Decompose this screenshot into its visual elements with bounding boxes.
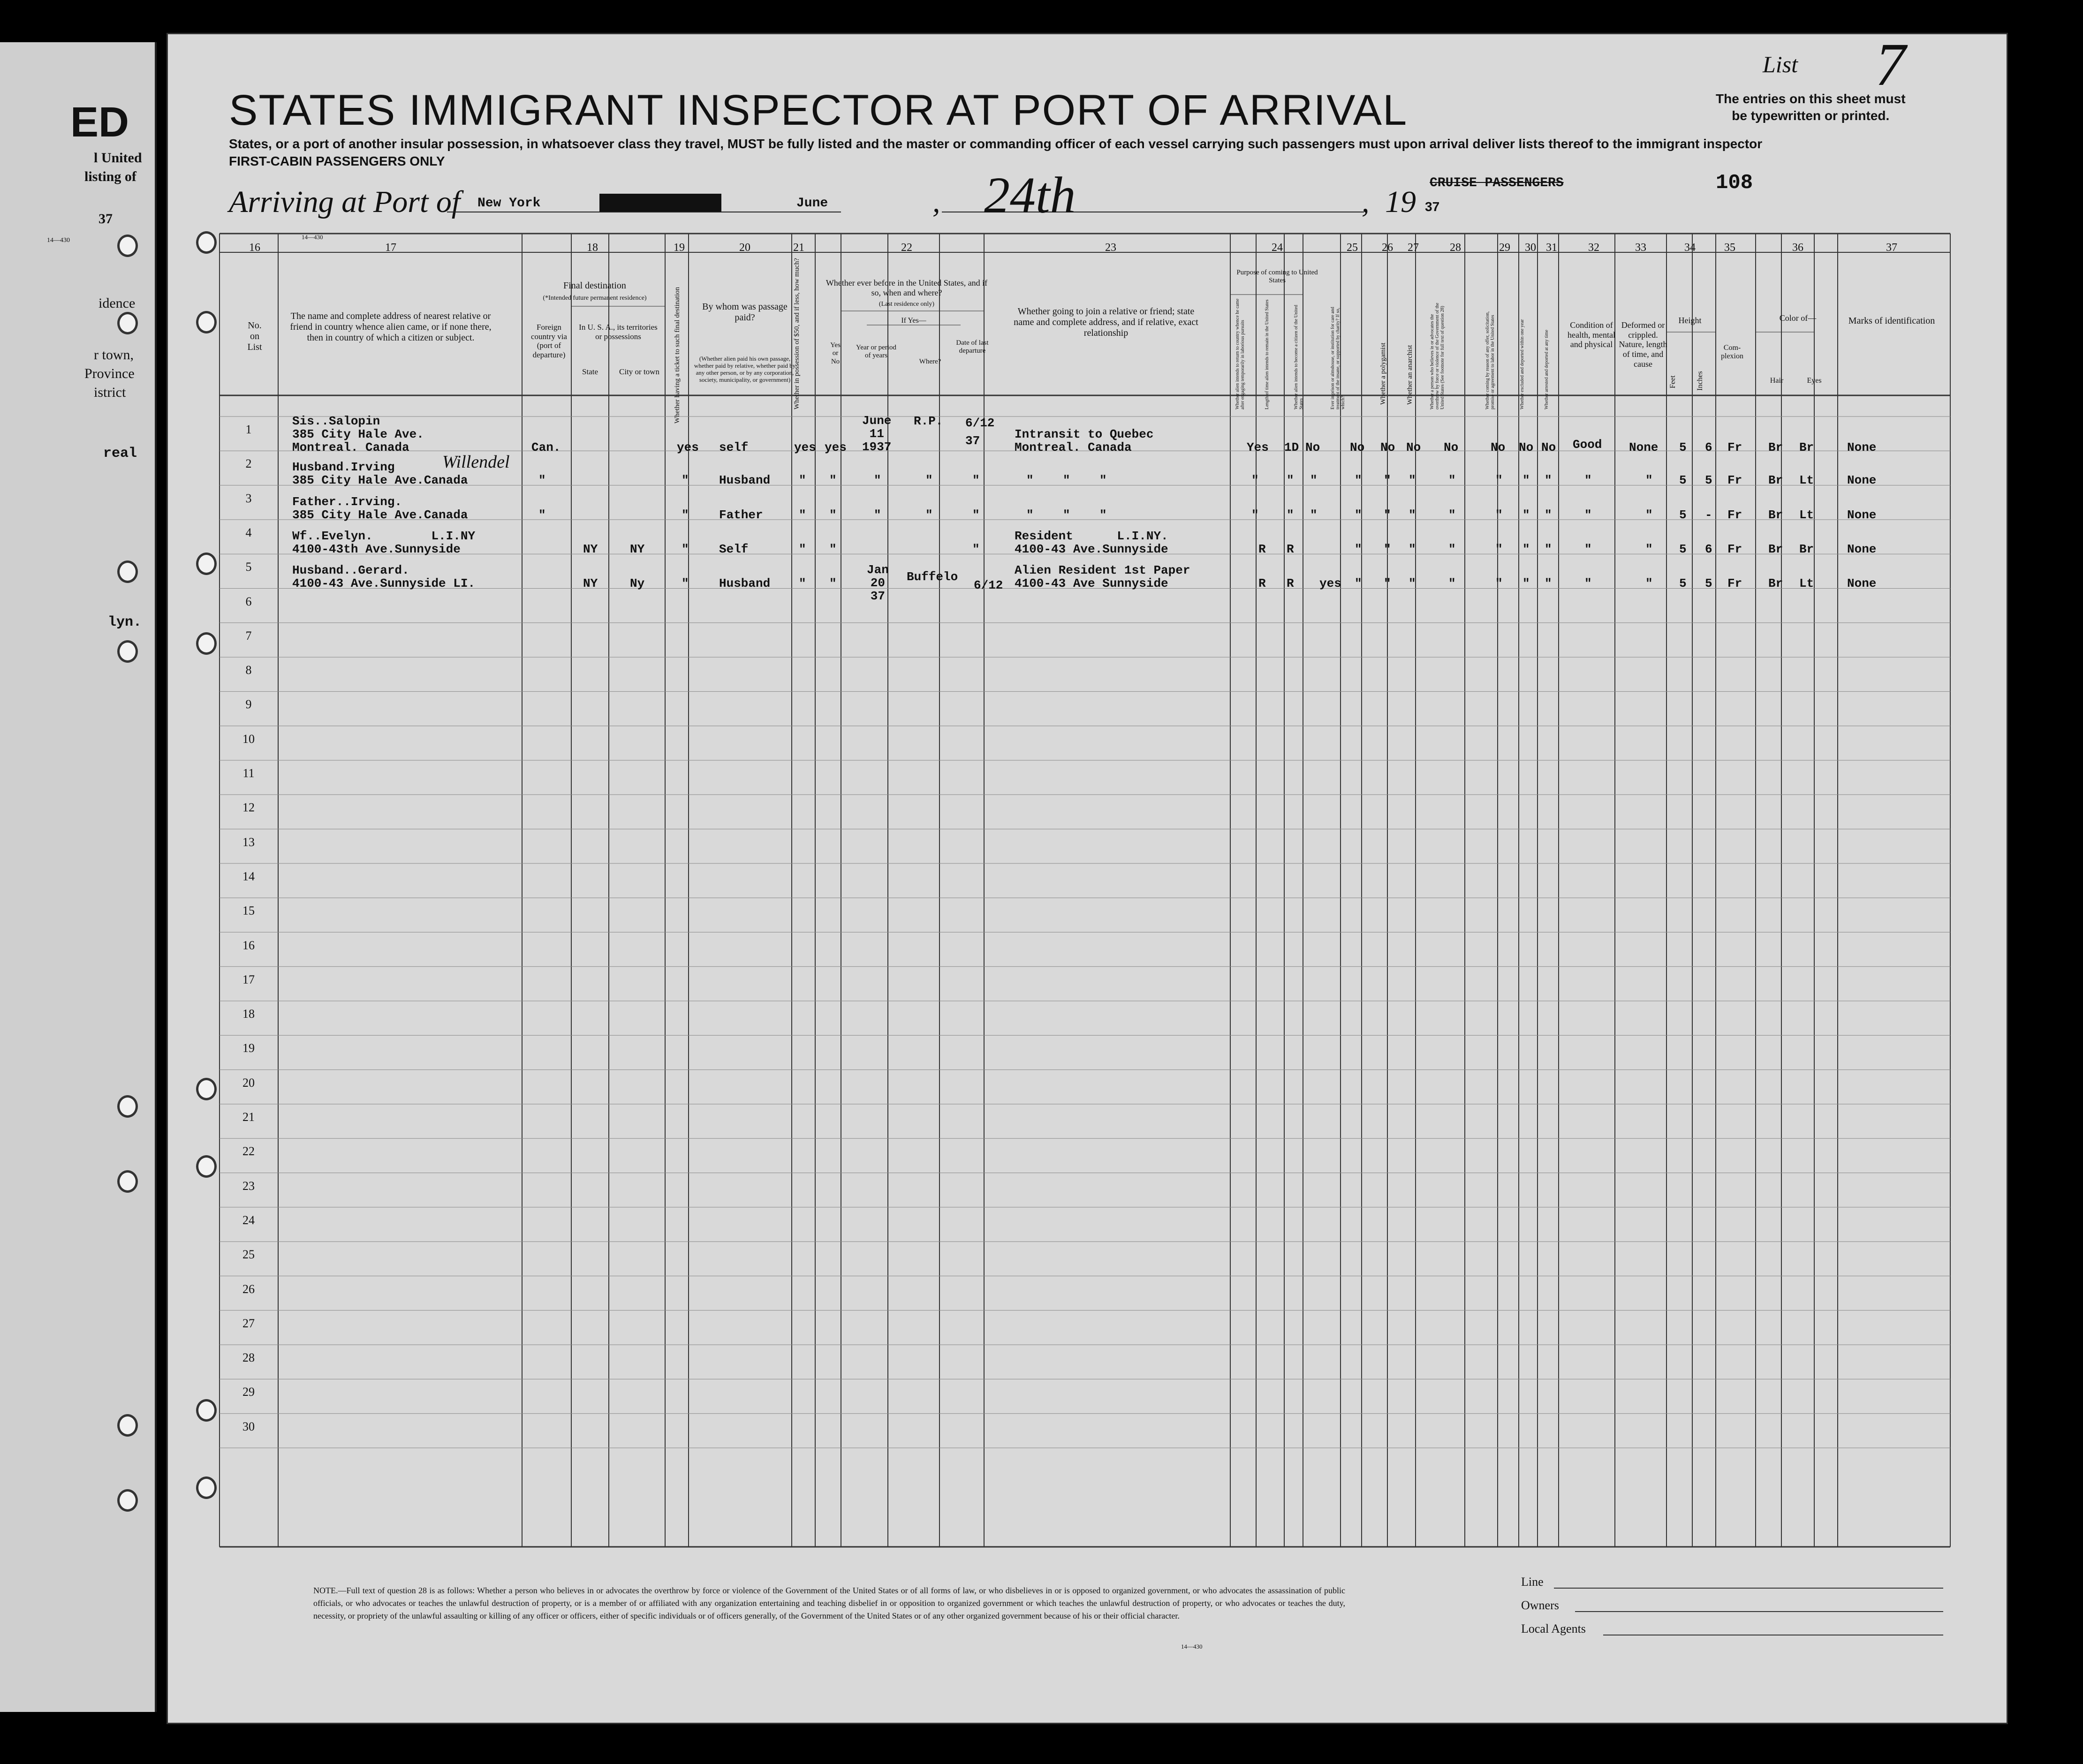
column-number: 36 <box>1792 242 1803 254</box>
cell-polygamist: " <box>1384 473 1391 487</box>
cell-purpose-c: yes <box>1319 576 1341 591</box>
header-final-destination: Final destination <box>563 280 626 291</box>
cell-q31: " <box>1545 576 1552 591</box>
cell-prison: No <box>1350 440 1365 454</box>
header-color-of: Color of— <box>1779 313 1817 323</box>
cell-address: 385 City Hale Ave.Canada <box>292 508 468 522</box>
cell-departure: 6/12 <box>974 578 1003 592</box>
cell-year: June 11 1937 <box>862 414 892 454</box>
row-number: 25 <box>242 1248 255 1262</box>
cell-year: Jan 20 37 <box>867 563 889 603</box>
cell-anarchist: " <box>1409 542 1416 556</box>
cell-health: " <box>1584 576 1592 591</box>
header-q28: Whether a person who believes in or advocates the overthrow by force or violence of the Government of the United States (See footnote for full text of question 28) <box>1430 303 1445 409</box>
header-complexion: Com- plexion <box>1721 344 1743 361</box>
edge-fragment: Province <box>84 366 135 381</box>
cell-join: Resident L.I.NY. <box>1015 529 1168 543</box>
cell-money: " <box>799 473 806 487</box>
punch-hole-icon <box>196 231 217 254</box>
edge-fragment: 37 <box>98 211 113 227</box>
header-yes-no: Yes or No <box>830 341 841 365</box>
cell-eyes: Lt <box>1799 576 1814 591</box>
table-grid <box>168 34 2007 1723</box>
cell-complexion: Fr <box>1727 440 1742 454</box>
page-title: STATES IMMIGRANT INSPECTOR AT PORT OF ARRIVAL <box>229 86 1408 134</box>
header-feet: Feet <box>1669 375 1677 388</box>
cell-relative: Sis..Salopin <box>292 414 380 428</box>
cell-relative: Husband..Gerard. <box>292 563 409 577</box>
cell-polygamist: No <box>1380 440 1395 454</box>
cell-health: " <box>1584 473 1592 487</box>
row-number: 11 <box>242 766 255 780</box>
cell-city: Ny <box>630 576 645 591</box>
arrival-day: 24th <box>984 167 1076 224</box>
cell-purpose-b: " <box>1287 473 1294 487</box>
column-number: 37 <box>1886 242 1897 254</box>
cell-deformed: " <box>1645 508 1653 522</box>
header-if-yes: If Yes— <box>901 317 926 325</box>
header-join-relative: Whether going to join a relative or friend; state name and complete address, and if relative, exact relationship <box>1014 306 1198 338</box>
header-by-whom-note: (Whether alien paid his own passage, whether paid by relative, whether paid by any other person, or by any corporation, society, municipality, or government) <box>694 355 796 383</box>
cell-eyes: Br <box>1799 440 1814 454</box>
cell-purpose-b: R <box>1287 542 1294 556</box>
punch-hole-icon <box>117 1489 138 1512</box>
cell-q29: " <box>1495 542 1503 556</box>
punch-hole-icon <box>117 1170 138 1193</box>
column-number: 16 <box>249 242 260 254</box>
cell-q31: No <box>1541 440 1556 454</box>
cell-hair: Br <box>1768 508 1783 522</box>
port-name: New York <box>477 196 541 211</box>
cell-q30: " <box>1522 508 1530 522</box>
cell-departure: " <box>972 473 980 487</box>
punch-hole-icon <box>117 560 138 583</box>
cell-purpose-c: No <box>1305 440 1320 454</box>
cell-purpose-c: " <box>1310 473 1318 487</box>
cell-q31: " <box>1545 508 1552 522</box>
row-number: 9 <box>245 697 252 712</box>
cell-health: " <box>1584 542 1592 556</box>
header-no-on-list: No. on List <box>247 320 262 352</box>
header-ever-before-note: (Last residence only) <box>879 301 935 308</box>
cell-money: " <box>799 508 806 522</box>
punch-hole-icon <box>117 640 138 663</box>
cell-paid-by: Father <box>719 508 763 522</box>
row-number: 17 <box>242 972 255 986</box>
punch-hole-icon <box>117 1095 138 1118</box>
edge-fragment: l United <box>94 150 142 166</box>
cell-purpose-a: " <box>1251 473 1259 487</box>
cell-hair: Br <box>1768 542 1783 556</box>
column-number: 20 <box>739 242 750 254</box>
row-number: 15 <box>242 904 255 918</box>
row-number: 16 <box>242 938 255 952</box>
cell-relative: Husband.Irving <box>292 460 395 474</box>
cell-q31: " <box>1545 473 1552 487</box>
cell-ticket: " <box>682 473 689 487</box>
year-prefix: 19 <box>1385 185 1416 219</box>
cell-paid-by: Husband <box>719 576 771 591</box>
column-number: 23 <box>1105 242 1116 254</box>
cell-anarchist: " <box>1409 508 1416 522</box>
row-number: 26 <box>242 1282 255 1296</box>
column-number: 17 <box>385 242 396 254</box>
column-number: 26 <box>1382 242 1393 254</box>
cell-q28: No <box>1444 440 1459 454</box>
punch-hole-icon <box>117 235 138 257</box>
cell-complexion: Fr <box>1727 473 1742 487</box>
cell-where: Buffelo <box>907 570 958 584</box>
header-prison: Ever in prison or almshouse, or institution for care and treatment of the insane, or supported by charity? If so, which? <box>1330 307 1346 409</box>
line-label: Line <box>1521 1575 1544 1589</box>
header-year-period: Year or period of years <box>856 344 896 360</box>
cell-address: 4100-43 Ave.Sunnyside LI. <box>292 576 476 591</box>
cell-deformed: " <box>1645 473 1653 487</box>
header-anarchist: Whether an anarchist <box>1406 345 1414 405</box>
cell-money: " <box>799 542 806 556</box>
cell-complexion: Fr <box>1727 508 1742 522</box>
header-polygamist: Whether a polygamist <box>1379 342 1387 405</box>
cell-feet: 5 <box>1679 473 1687 487</box>
punch-hole-icon <box>196 553 217 575</box>
cell-feet: 5 <box>1679 576 1687 591</box>
cell-marks: None <box>1847 508 1877 522</box>
header-city: City or town <box>619 367 659 376</box>
column-number: 21 <box>793 242 804 254</box>
header-q30: Whether excluded and deported within one year <box>1520 319 1525 409</box>
column-number: 29 <box>1499 242 1510 254</box>
cell-purpose-a: R <box>1258 542 1266 556</box>
cell-state: NY <box>583 576 598 591</box>
row-number: 24 <box>242 1213 255 1227</box>
column-number: 32 <box>1588 242 1599 254</box>
cell-eyes: Br <box>1799 542 1814 556</box>
cell-ticket: " <box>682 576 689 591</box>
edge-fragment: 14—430 <box>47 237 70 244</box>
cell-money: " <box>799 576 806 591</box>
edge-fragment: lyn. <box>108 614 142 630</box>
cell-eyes: Lt <box>1799 473 1814 487</box>
row-number: 5 <box>245 560 252 574</box>
year-suffix: 37 <box>1425 199 1440 214</box>
row-number: 12 <box>242 801 255 815</box>
owners-label: Owners <box>1521 1598 1559 1612</box>
edge-fragment: istrict <box>94 385 126 400</box>
cell-address: 4100-43th Ave.Sunnyside <box>292 542 461 556</box>
row-number: 2 <box>245 457 252 471</box>
redaction-mark <box>599 194 721 212</box>
row-number: 19 <box>242 1041 255 1055</box>
cell-join: Montreal. Canada <box>1015 440 1132 454</box>
column-number: 25 <box>1347 242 1358 254</box>
cell-hair: Br <box>1768 440 1783 454</box>
cell-q29: " <box>1495 576 1503 591</box>
edge-fragment: listing of <box>84 169 136 184</box>
row-number: 27 <box>242 1316 255 1330</box>
header-ticket: Whether having a ticket to such final destination <box>674 287 681 424</box>
cell-where: " <box>925 473 933 487</box>
cell-q29: " <box>1495 473 1503 487</box>
cell-year: " <box>874 473 881 487</box>
cell-q28: " <box>1448 542 1456 556</box>
cell-anarchist: No <box>1406 440 1421 454</box>
cell-marks: None <box>1847 440 1877 454</box>
row-number: 1 <box>245 423 252 436</box>
punch-hole-icon <box>196 632 217 655</box>
cell-feet: 5 <box>1679 508 1687 522</box>
cell-inches: - <box>1705 508 1712 522</box>
cruise-stamp: CRUISE PASSENGERS <box>1430 176 1564 190</box>
header-marks: Marks of identification <box>1848 316 1935 326</box>
column-number: 30 <box>1525 242 1536 254</box>
header-ever-before: Whether ever before in the United States, and if so, when and where? <box>826 278 988 297</box>
cell-health: " <box>1584 508 1592 522</box>
cell-join: 4100-43 Ave Sunnyside <box>1015 576 1168 591</box>
header-hair: Hair <box>1770 377 1784 385</box>
cell-q30: " <box>1522 542 1530 556</box>
column-number: 28 <box>1450 242 1461 254</box>
row-number: 3 <box>245 491 252 505</box>
cell-ticket: " <box>682 508 689 522</box>
header-deformed: Deformed or crippled. Nature, length of time, and cause <box>1619 320 1667 369</box>
page-number: 108 <box>1716 171 1753 195</box>
row-number: 23 <box>242 1179 255 1193</box>
list-label: List <box>1763 51 1798 77</box>
cell-inches: 6 <box>1705 440 1712 454</box>
cell-deformed: " <box>1645 542 1653 556</box>
header-q31: Whether arrested and deported at any time <box>1544 330 1549 409</box>
cell-marks: None <box>1847 542 1877 556</box>
row-number: 8 <box>245 663 252 677</box>
class-note: FIRST-CABIN PASSENGERS ONLY <box>229 154 445 168</box>
header-purpose-b: Length of time alien intends to remain in the United States <box>1265 299 1270 409</box>
cell-health: Good <box>1573 438 1602 452</box>
cell-join: Intransit to Quebec <box>1015 427 1154 441</box>
cell-join: " " " <box>1026 473 1107 487</box>
cell-feet: 5 <box>1679 440 1687 454</box>
column-number: 24 <box>1272 242 1283 254</box>
cell-purpose-b: 1D <box>1284 440 1299 454</box>
cell-join: Alien Resident 1st Paper <box>1015 563 1190 577</box>
cell-before: " <box>829 508 837 522</box>
cell-foreign-country: " <box>538 508 546 522</box>
column-number: 22 <box>901 242 912 254</box>
cell-q28: " <box>1448 576 1456 591</box>
header-health: Condition of health, mental and physical <box>1568 320 1615 349</box>
cell-purpose-b: " <box>1287 508 1294 522</box>
row-number: 4 <box>245 525 252 539</box>
cell-feet: 5 <box>1679 542 1687 556</box>
column-number: 35 <box>1724 242 1735 254</box>
cell-purpose-b: R <box>1287 576 1294 591</box>
cell-inches: 6 <box>1705 542 1712 556</box>
cell-foreign-country: Can. <box>531 440 561 454</box>
edge-fragment: real <box>103 446 137 462</box>
row-number: 10 <box>242 732 255 746</box>
list-number: 7 <box>1875 31 1906 98</box>
row-number: 30 <box>242 1419 255 1433</box>
cell-q30: " <box>1522 576 1530 591</box>
column-number: 33 <box>1635 242 1646 254</box>
header-where: Where? <box>919 358 941 365</box>
arriving-label: Arriving at Port of <box>229 185 461 219</box>
cell-marks: None <box>1847 576 1877 591</box>
cell-polygamist: " <box>1384 508 1391 522</box>
cell-hair: Br <box>1768 473 1783 487</box>
cell-state: NY <box>583 542 598 556</box>
cell-paid-by: Self <box>719 542 749 556</box>
row-number: 7 <box>245 628 252 643</box>
previous-page-edge <box>0 42 157 1712</box>
header-inches: Inches <box>1696 371 1704 391</box>
cell-foreign-country: " <box>538 473 546 487</box>
column-number: 18 <box>587 242 598 254</box>
row-number: 6 <box>245 594 252 608</box>
cell-address: 385 City Hale Ave. <box>292 427 424 441</box>
row-number: 18 <box>242 1007 255 1021</box>
footer-form-number: 14—430 <box>1181 1643 1203 1650</box>
header-state: State <box>582 367 598 376</box>
edge-fragment: idence <box>98 295 136 311</box>
cell-before: yes <box>825 440 847 454</box>
cell-before: " <box>829 542 837 556</box>
header-name-address: The name and complete address of nearest relative or friend in country whence alien came, or if none there, then in country of which a citizen or subject. <box>290 311 492 343</box>
column-number: 27 <box>1408 242 1419 254</box>
cell-prison: " <box>1355 473 1362 487</box>
cell-prison: " <box>1355 542 1362 556</box>
typing-instruction: The entries on this sheet must be typewritten or printed. <box>1716 91 1906 123</box>
cell-before: " <box>829 576 837 591</box>
cell-complexion: Fr <box>1727 576 1742 591</box>
cell-city: NY <box>630 542 645 556</box>
cell-prison: " <box>1355 508 1362 522</box>
header-q29: Whether coming by reason of any offer, solicitation, promise or agreement to labor in the United States <box>1485 311 1495 409</box>
handwritten-annotation: Willendel <box>442 452 510 472</box>
header-purpose: Purpose of coming to United States <box>1236 269 1318 285</box>
agents-label: Local Agents <box>1521 1622 1586 1635</box>
cell-where: " <box>925 508 933 522</box>
cell-polygamist: " <box>1384 542 1391 556</box>
cell-before: " <box>829 473 837 487</box>
punch-hole-icon <box>196 311 217 333</box>
cell-address: Montreal. Canada <box>292 440 409 454</box>
cell-relative: Father..Irving. <box>292 495 402 509</box>
punch-hole-icon <box>196 1155 217 1178</box>
cell-departure: " <box>972 542 980 556</box>
header-purpose-a: Whether alien intends to return to country whence he came after engaging temporarily in laborious pursuits <box>1235 298 1245 409</box>
row-number: 20 <box>242 1075 255 1090</box>
notice-text: States, or a port of another insular possession, in whatsoever class they travel, MUST be fully listed and the master or commanding officer of each vessel carrying such passengers must upon arrival deliver lists thereof to the immigrant inspector <box>229 136 1763 151</box>
cell-q31: " <box>1545 542 1552 556</box>
cell-where: R.P. <box>914 414 943 428</box>
cell-anarchist: " <box>1409 576 1416 591</box>
manifest-sheet: List 7 The entries on this sheet must be typewritten or printed. STATES IMMIGRANT INSPECTOR AT PORT OF ARRIVAL States, or a port of another insular possession, in whatsoever class they travel, MUST be fully listed and the master or commanding officer of each vessel carrying such passengers must upon arrival deliver lists thereof to the immigrant inspector FIRST-CABIN PASSENGERS ONLY Arriving at Port of New York June , 24th , 19 37 CRUISE PASSENGERS 108 14—430 16 17 18 19 20 21 22 23 24 25 26 27 28 29 30 31 32 33 34 35 36 37 No. on List The name and complete address of nearest relative or friend in country whence alien came, or if none there, then in country of which a citizen or subject. Final destination (*Intended future permanent residence) Foreign country via (port of departure) In U. S. A., its territories or possessions State City or town Whether having a ticket to such final destination By whom was passage paid? (Whether alien paid his own passage, whether paid by relative, whether paid by any other person, or by any corporation, society, municipality, or government) Whether in possession of $50, and if less, how much? Whether ever before in the United States, and if so, when and where? (Last residence only) If Yes— Yes or No Year or period of years Where? Date of last departure Whether going to join a relative or friend; state name and complete address, and if relative, exact relationship Purpose of coming to United States Whether alien intends to return to country whence he came after engaging temporarily in laborious pursuits Length of time alien intends to remain in the United States Whether alien intends to become a citizen of the United States Ever in prison or almshouse, or institution for care and treatment of the insane, or supported by charity? If so, which? Whether a polygamist Whether an anarchist Whether a person who believes in or advocates the overthrow by force or violence of the Government of the United States (See footnote for full text of question 28) Whether coming by reason of any offer, solicitation, promise or agreement to labor in the United States Whether excluded and deported within one year Whether arrested and deported at any time Condition of health, mental and physical Deformed or crippled. Nature, length of time, and cause Height Feet Inches Com- plexion Color of— Hair Eyes Marks of identification 1 2 3 4 5 6 7 8 9 10 11 12 13 14 15 16 17 18 19 20 21 22 23 24 25 26 27 28 29 30 Sis..Salopin 385 City Hale Ave. Montreal. Canada Can. yes self yes yes June 11 1937 R.P. 6/12 37 Intransit to Quebec Montreal. Canada Yes 1D No No No No No No No No Good None 5 6 Fr Br Br None Husband.Irving Willendel 385 City Hale Ave.Canada " " Husband " " " " " " " " " " " " " " " " " " " " 5 5 Fr Br Lt None Father..Irving. 385 City Hale Ave.Canada " " Father " " " " " " " " " " " " " " " " " " " " 5 - Fr Br Lt None Wf..Evelyn. L.I.NY 4100-43th Ave.Sunnyside NY NY " Self " " " Resident L.I.NY. 4100-43 Ave.Sunnyside R R " " " " " " " " " 5 6 Fr Br Br None Husband..Gerard. 4100-43 Ave.Sunnyside LI. NY Ny " Husband " " Jan 20 37 Buffelo 6/12 Alien Resident 1st Paper 4100-43 Ave Sunnyside R R yes " " " " " " " " " 5 5 Fr Br Lt None NOTE.—Full text of question 28 is as follows: Whether a person who believes in or advocates the overthrow by force or violence of the Government of the United States or of all forms of law, or who disbelieves in or is opposed to organized government, or who advocates the assassination of public officials, or who advocates or teaches the unlawful destruction of property, or is a member of or affiliated with any organization entertaining and teaching disbelief in or opposition to organized government or which teaches the unlawful destruction of property, or who advocates or teaches the duty, necessity, or propriety of the unlawful assaulting or killing of any officer or officers, either of specific individuals or of officers generally, of the Government of the United States or of any other organized government because of his or their official character. 14—430 Line Owners Local Agents <box>167 33 2008 1724</box>
header-foreign-country: Foreign country via (port of departure) <box>531 323 567 359</box>
row-number: 14 <box>242 869 255 883</box>
cell-q30: No <box>1519 440 1534 454</box>
header-by-whom-paid: By whom was passage paid? <box>702 302 788 323</box>
cell-purpose-c: " <box>1310 508 1318 522</box>
cell-polygamist: " <box>1384 576 1391 591</box>
cell-ticket: yes <box>677 440 699 454</box>
punch-hole-icon <box>117 1414 138 1437</box>
cell-q28: " <box>1448 473 1456 487</box>
cell-address: 385 City Hale Ave.Canada <box>292 473 468 487</box>
header-purpose-c: Whether alien intends to become a citizen of the United States <box>1294 305 1304 409</box>
cell-deformed: None <box>1629 440 1659 454</box>
row-number: 13 <box>242 835 255 849</box>
column-number: 34 <box>1684 242 1696 254</box>
arrival-month: June <box>796 196 828 211</box>
cell-deformed: " <box>1645 576 1653 591</box>
footnote-question-28: NOTE.—Full text of question 28 is as follows: Whether a person who believes in or advocates the overthrow by force or violence of the Government of the United States or of all forms of law, or who disbelieves in or is opposed to organized government, or who advocates the assassination of public officials, or who advocates or teaches the unlawful destruction of property, or is a member of or affiliated with any organization entertaining and teaching disbelief in or opposition to organized government or which teaches the unlawful destruction of property, or who advocates or teaches the duty, necessity, or propriety of the unlawful assaulting or killing of any officer or officers, either of specific individuals or of officers generally, of the Government of the United States or of any other organized government because of his or their official character. <box>313 1586 1345 1620</box>
cell-inches: 5 <box>1705 576 1712 591</box>
header-in-usa: In U. S. A., its territories or possessions <box>579 323 658 341</box>
row-number: 21 <box>242 1110 255 1124</box>
cell-q29: No <box>1491 440 1506 454</box>
header-eyes: Eyes <box>1807 377 1822 385</box>
cell-inches: 5 <box>1705 473 1712 487</box>
cell-relative: Wf..Evelyn. L.I.NY <box>292 529 476 543</box>
cell-q29: " <box>1495 508 1503 522</box>
edge-fragment: ED <box>70 99 129 146</box>
punch-hole-icon <box>196 1399 217 1422</box>
cell-paid-by: self <box>719 440 749 454</box>
row-number: 29 <box>242 1385 255 1399</box>
cell-join: 4100-43 Ave.Sunnyside <box>1015 542 1168 556</box>
cell-purpose-a: Yes <box>1247 440 1269 454</box>
edge-fragment: r town, <box>94 347 134 363</box>
cell-join: " " " <box>1026 508 1107 522</box>
row-number: 22 <box>242 1144 255 1158</box>
column-number: 19 <box>674 242 685 254</box>
cell-money: yes <box>794 440 816 454</box>
header-date-departure: Date of last departure <box>956 339 989 355</box>
cell-complexion: Fr <box>1727 542 1742 556</box>
cell-purpose-a: " <box>1251 508 1259 522</box>
cell-marks: None <box>1847 473 1877 487</box>
form-number: 14—430 <box>302 234 323 241</box>
punch-hole-icon <box>196 1078 217 1100</box>
row-number: 28 <box>242 1351 255 1365</box>
punch-hole-icon <box>196 1476 217 1499</box>
cell-prison: " <box>1355 576 1362 591</box>
punch-hole-icon <box>117 312 138 334</box>
cell-ticket: " <box>682 542 689 556</box>
column-number: 31 <box>1546 242 1557 254</box>
header-final-destination-note: (*Intended future permanent residence) <box>543 295 647 302</box>
header-possession-50: Whether in possession of $50, and if less, how much? <box>793 258 801 409</box>
cell-year: " <box>874 508 881 522</box>
cell-hair: Br <box>1768 576 1783 591</box>
cell-anarchist: " <box>1409 473 1416 487</box>
cell-q30: " <box>1522 473 1530 487</box>
cell-q28: " <box>1448 508 1456 522</box>
header-height: Height <box>1678 316 1702 325</box>
cell-eyes: Lt <box>1799 508 1814 522</box>
cell-departure: " <box>972 508 980 522</box>
cell-purpose-a: R <box>1258 576 1266 591</box>
cell-paid-by: Husband <box>719 473 771 487</box>
cell-departure: 6/12 37 <box>965 416 995 448</box>
